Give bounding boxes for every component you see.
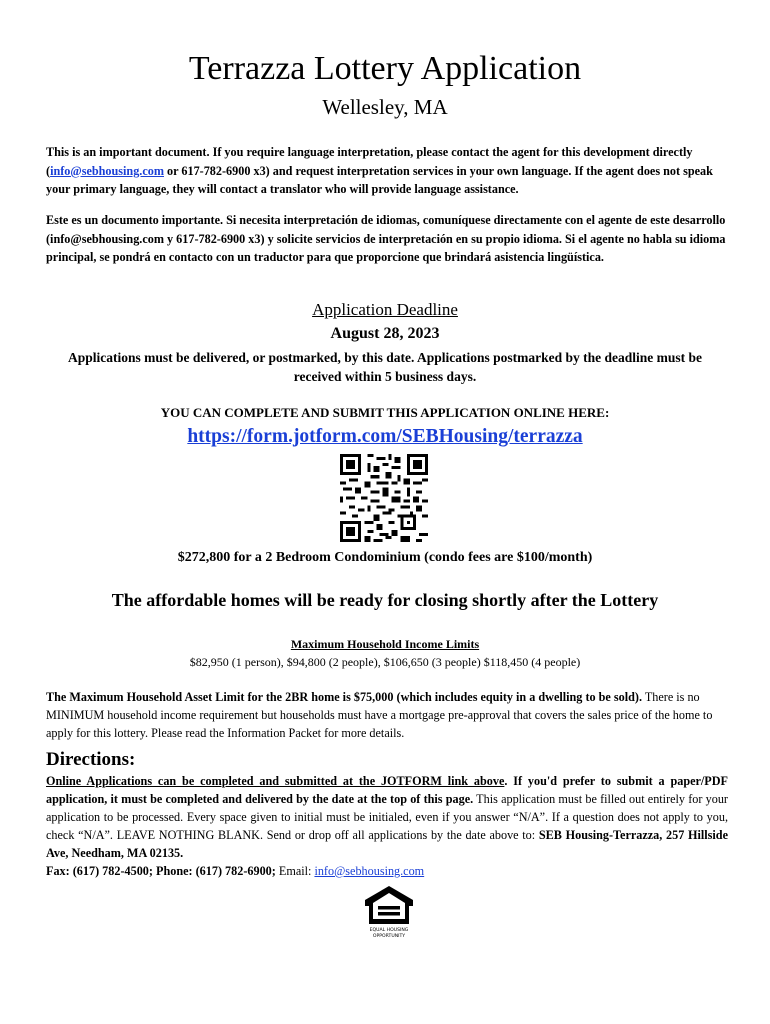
svg-text:EQUAL HOUSING: EQUAL HOUSING [369,928,409,933]
notice-english [46,143,726,199]
directions-address: SEB Housing-Terrazza, 257 Hillside Ave, Needham, MA 02135. [46,828,728,860]
directions-online: Online Applications can be completed and submitted at the JOTFORM link above [46,774,505,788]
directions-paper: . If you'd prefer to submit a paper/PDF application, it must be completed and delivered by the date at the top of this page. [46,774,728,806]
notice-email-link[interactable]: info@sebhousing.com [50,163,164,178]
contact-fax-phone: Fax: (617) 782-4500; Phone: (617) 782-6900; [46,864,276,878]
price-line: $272,800 for a 2 Bedroom Condominium (condo fees are $100/month) [177,550,593,565]
directions-text: This application must be filled out entirely for your application to be processed. Every space given to initial must be initialed, even if you answer “N/A”. If a question does not apply to you, check “N/A”. LEAVE NOTHING BLANK. Send or drop off all applications by the date above to: [46,792,728,842]
equal-housing-opportunity-icon [362,884,416,938]
online-heading: YOU CAN COMPLETE AND SUBMIT THIS APPLICATION ONLINE HERE: [160,405,610,420]
deadline-note: Applications must be delivered, or postmarked, by this date. Applications postmarked by the deadline must be received within 5 business days. [67,350,703,384]
notice-english-part1: This is an important document. If you require language interpretation, please contact the agent for this development directly ( [46,145,693,178]
closing-note: The affordable homes will be ready for closing shortly after the Lottery [111,590,659,610]
page-title: Terrazza Lottery Application [188,50,582,87]
page-subtitle: Wellesley, MA [322,95,448,119]
online-url [0,426,770,448]
contact-email-link[interactable]: info@sebhousing.com [314,864,425,878]
directions-heading: Directions: [46,749,136,770]
contact-email-label: Email: [275,864,315,878]
income-limits-heading: Maximum Household Income Limits [290,637,480,651]
income-limits: $82,950 (1 person), $94,800 (2 people), $106,650 (3 people) $118,450 (4 people) [189,655,581,669]
notice-spanish: Este es un documento importante. Si necesita interpretación de idiomas, comuníquese directamente con el agente de este desarrollo (info@sebhousing.com y 617-782-6900 x3) y solicite servicios de interpretación en su propio idioma. Si el agente no habla su idioma principal, se pondrá en contacto con un traductor para que proporcione que brindará asistencia lingüística. [46,213,726,264]
asset-limit-bold: The Maximum Household Asset Limit for the 2BR home is $75,000 (which includes equity in a dwelling to be sold). [46,690,642,704]
notice-english-part2: or 617-782-6900 x3) and request interpretation services in your own language. If the agent does not speak your primary language, they will contact a translator who will provide language assistance. [46,163,713,196]
directions-paragraph [46,772,728,880]
asset-limit-paragraph [46,688,728,742]
asset-limit-text: There is no MINIMUM household income requirement but households must have a mortgage pre-approval that covers the sales price of the home to apply for this lottery. Please read the Information Packet for more details. [46,690,713,740]
deadline-date: August 28, 2023 [330,325,440,342]
svg-text:OPPORTUNITY: OPPORTUNITY [372,934,406,938]
deadline-heading: Application Deadline [312,300,458,319]
qr-code-icon[interactable] [340,454,428,542]
jotform-link[interactable]: https://form.jotform.com/SEBHousing/terrazza [187,426,583,447]
